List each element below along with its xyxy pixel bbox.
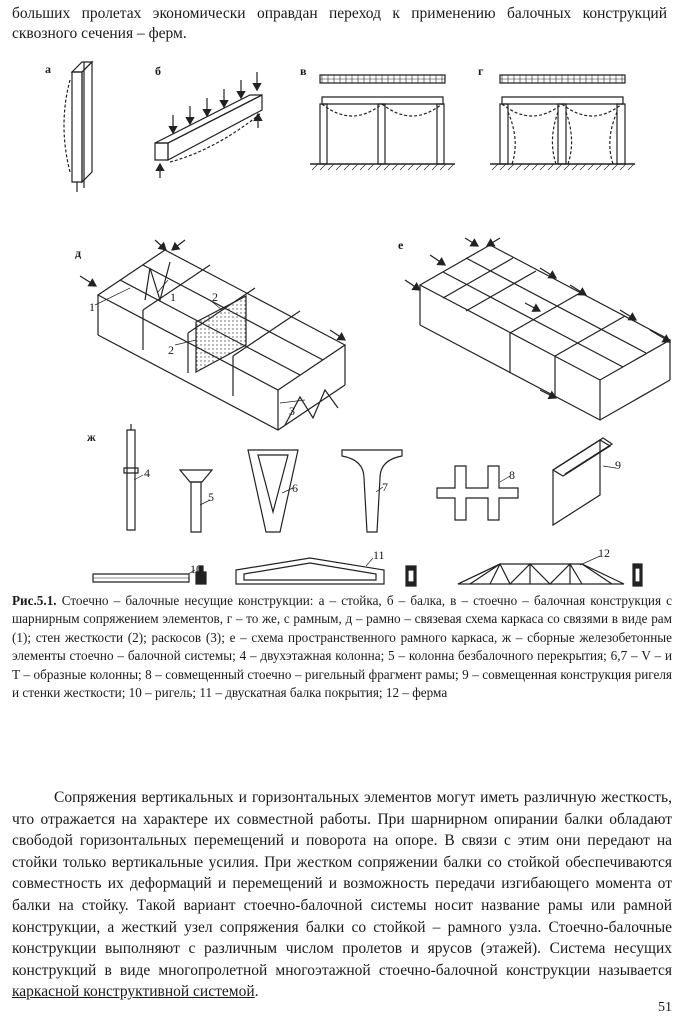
panel-label-a: а — [45, 62, 51, 76]
body-paragraph — [12, 787, 672, 1003]
callout-4: 4 — [144, 466, 150, 480]
callout-7: 7 — [382, 480, 388, 494]
callout-2b: 2 — [168, 343, 174, 357]
callout-1b: 1 — [170, 290, 176, 304]
callout-8: 8 — [509, 468, 515, 482]
panel-v-hinged-frame — [310, 75, 455, 170]
panel-zh-precast — [93, 424, 642, 586]
intro-paragraph: больших пролетах экономически оправдан переход к применению балочных конструкций сквозного сечения – ферм. — [12, 5, 667, 42]
panel-label-g: г — [478, 64, 484, 78]
callout-11: 11 — [373, 548, 385, 562]
body-text: Сопряжения вертикальных и горизонтальных элементов могут иметь различную жесткость, что отражается на характере их совместной работы. При шарнирном опирании балки обладают свободой горизонтальных перемещений и поворота на опоре. В связи с этим они передают на стойки только вертикальные усилия. При жестком сопряжении балки со стойкой обеспечиваются совместность их деформаций и перемещений и возможность передачи изгибающего момента от балки на стойку. Такой вариант стоечно-балочной системы носит название рамы или рамной конструкции, а жесткий узел сопряжения балки со стойкой – рамного узла. Стоечно-балочные конструкции выполняют с различным числом пролетов и ярусов (этажей). Система несущих конструкций в виде многопролетной многоэтажной стоечно-балочной конструкции называется — [12, 789, 672, 979]
callout-3: 3 — [289, 404, 295, 418]
callout-2a: 2 — [212, 290, 218, 304]
caption-label: Рис.5.1. — [12, 593, 57, 608]
caption-text: Стоечно – балочные несущие конструкции: а – стойка, б – балка, в – стоечно – балочная конструкция с шарнирным сопряжением элементов, г – то же, с рамным, д – рамно – связевая схема каркаса со связями в виде рам (1); стен жесткости (2); раскосов (3); е – схема пространственного рамного каркаса, ж – сборные железобетонные элементы стоечно – балочной системы; 4 – двухэтажная колонна; 5 – колонна безбалочного перекрытия; 6,7 – V – и Т – образные колонны; 8 – совмещенный стоечно – ригельный фрагмент рамы; 9 – совмещенная конструкция ригеля и стенки жесткости; 10 – ригель; 11 – двускатная балка покрытия; 12 – ферма — [12, 593, 672, 701]
panel-label-e: е — [398, 238, 404, 252]
panel-d-braced-skeleton — [98, 250, 345, 430]
callout-1a: 1 — [89, 300, 95, 314]
callout-6: 6 — [292, 481, 298, 495]
body-end: . — [254, 983, 259, 1001]
panel-b-beam — [155, 72, 262, 178]
panel-label-v: в — [300, 64, 307, 78]
callout-12: 12 — [598, 546, 610, 560]
panel-a-column — [64, 62, 92, 192]
panel-label-d: д — [75, 246, 82, 260]
panel-label-zh: ж — [87, 430, 96, 444]
callout-9: 9 — [615, 458, 621, 472]
page-number: 51 — [658, 1000, 672, 1015]
callout-10: 10 — [190, 562, 202, 576]
body-term: каркасной конструктивной системой — [12, 983, 255, 1001]
panel-g-rigid-frame — [490, 75, 635, 170]
leader-lines — [95, 280, 616, 574]
callout-5: 5 — [208, 490, 214, 504]
force-arrows — [80, 238, 670, 398]
panel-label-b: б — [155, 64, 161, 78]
figure-caption — [12, 592, 672, 702]
